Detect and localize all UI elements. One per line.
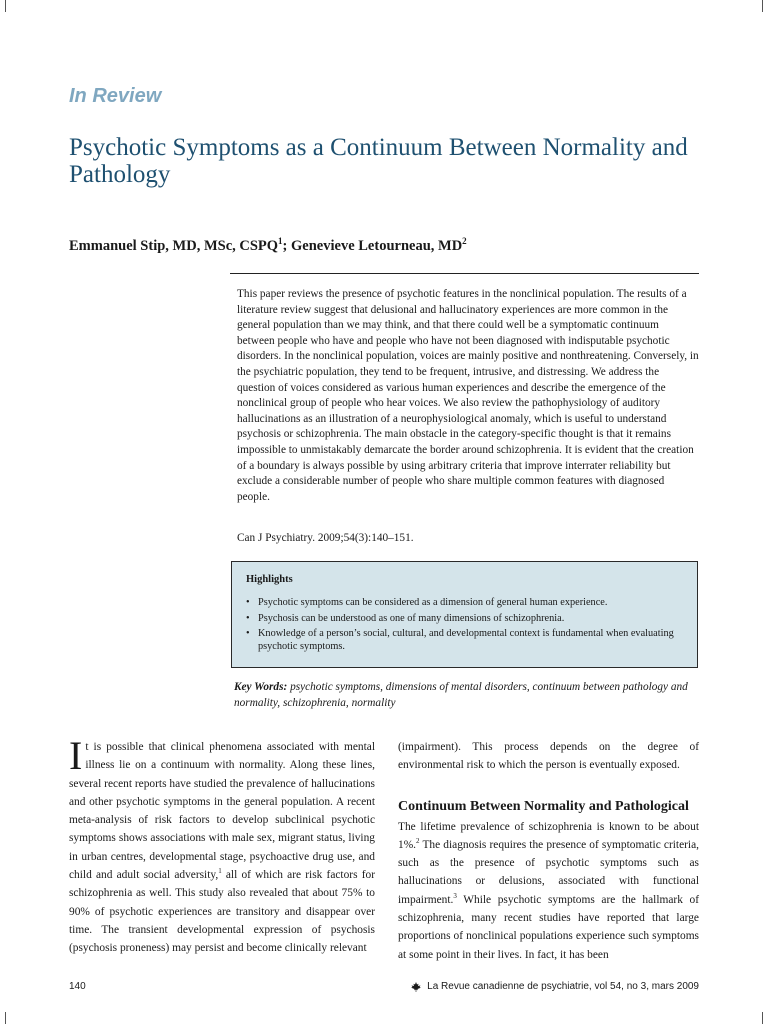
maple-leaf-icon <box>411 982 421 992</box>
body-text: While psychotic symptoms are the hallmark of schizophrenia, many recent studies have reported that large proportions of nonclinical populations experience such symptoms at some point in their lives. In fact, it has been <box>398 893 699 961</box>
page-number: 140 <box>69 981 86 992</box>
abstract-text: This paper reviews the presence of psychotic features in the nonclinical population. The results of a literature review suggest that delusional and hallucinatory experiences are more common in the general population than we may think, and that there could well be a symptomatic continuum between people who have and people who have not been diagnosed with indisputable psychotic disorders. In the nonclinical population, voices are mainly positive and nonthreatening. Conversely, in the psychiatric population, they tend to be frequent, intrusive, and distressing. We address the question of voices considered as various human experiences and describe the emergence of the nonclinical group of people who hear voices. We also review the pathophysiology of auditory hallucinations as an illustration of a neurophysiological anomaly, which is useful to understand psychosis or schizophrenia. The main obstacle in the category-specific thought is that it remains impossible to unmistakably demarcate the border around schizophrenia. It is evident that the creation of a boundary is always possible by using arbitrary criteria that improve interrater reliability but exclude a considerable number of people who share multiple common features with diagnosed people. <box>237 288 699 503</box>
reference-marker[interactable]: 2 <box>416 837 420 846</box>
body-text: all of which are risk factors for schizophrenia as well. This study also revealed that about 75% to 90% of psychotic experiences are transitory and disappear over time. The transient developmental expression of psychosis (psychosis proneness) may persist and become clinically relevant <box>69 869 375 955</box>
crop-mark <box>5 0 6 12</box>
body-column-left <box>69 733 375 958</box>
highlights-list <box>246 597 683 653</box>
body-column-right <box>398 738 699 964</box>
author-line <box>69 236 709 255</box>
section-tag: In Review <box>69 85 162 107</box>
highlights-box <box>231 561 698 668</box>
body-text: t is possible that clinical phenomena associated with mental illness lie on a continuum with normality. Along these lines, several recent reports have studied the prevalence of hallucinations and other psychotic symptoms in the general population. A recent meta-analysis of risk factors to develop subclinical psychotic symptoms shows associations with male sex, migrant status, living in urban centres, developmental stage, psychoactive drug use, and child and adult social adversity, <box>69 741 375 882</box>
footer-journal <box>411 981 699 992</box>
drop-cap: I <box>69 733 83 778</box>
crop-mark <box>762 0 763 12</box>
highlight-item <box>246 613 683 626</box>
highlights-title: Highlights <box>246 574 293 585</box>
section-heading: Continuum Between Normality and Pathological <box>398 798 689 814</box>
journal-citation: La Revue canadienne de psychiatrie, vol 54, no 3, mars 2009 <box>427 981 699 992</box>
body-paragraph <box>69 733 375 958</box>
article-title: Psychotic Symptoms as a Continuum Between Normality and Pathology <box>69 134 688 188</box>
highlight-item <box>246 597 683 610</box>
author-name: Emmanuel Stip, MD, MSc, CSPQ <box>69 237 279 254</box>
body-paragraph: (impairment). This process depends on the degree of environmental risk to which the person is eventually exposed. <box>398 741 699 772</box>
reference-marker[interactable]: 3 <box>453 891 457 900</box>
bullet-icon: • <box>246 612 250 624</box>
crop-mark <box>762 1012 763 1024</box>
abstract-rule <box>230 273 699 274</box>
highlight-text: Psychosis can be understood as one of many dimensions of schizophrenia. <box>258 612 565 624</box>
author-separator: ; <box>282 237 292 254</box>
keywords-text: psychotic symptoms, dimensions of mental disorders, continuum between pathology and normality, schizophrenia, normality <box>234 681 688 709</box>
reference-marker[interactable]: 1 <box>218 867 222 876</box>
keywords-label: Key Words: <box>234 681 288 693</box>
affiliation-marker: 2 <box>462 236 467 246</box>
affiliation-marker: 1 <box>278 236 283 246</box>
crop-mark <box>5 1012 6 1024</box>
body-paragraph <box>398 818 699 964</box>
highlight-text: Knowledge of a person’s social, cultural, and developmental context is fundamental when evaluating psychotic symptoms. <box>258 628 674 652</box>
citation: Can J Psychiatry. 2009;54(3):140–151. <box>237 532 414 544</box>
highlight-text: Psychotic symptoms can be considered as a dimension of general human experience. <box>258 597 608 608</box>
body-text: The diagnosis requires the presence of symptomatic criteria, such as the presence of psychotic symptoms such as hallucinations or delusions, associated with functional impairment. <box>398 838 699 906</box>
highlight-item <box>246 628 683 653</box>
body-text: The lifetime prevalence of schizophrenia is known to be about 1%. <box>398 820 699 851</box>
keywords <box>234 679 698 711</box>
bullet-icon: • <box>246 597 250 608</box>
author-name: Genevieve Letourneau, MD <box>291 237 463 254</box>
bullet-icon: • <box>246 628 250 639</box>
